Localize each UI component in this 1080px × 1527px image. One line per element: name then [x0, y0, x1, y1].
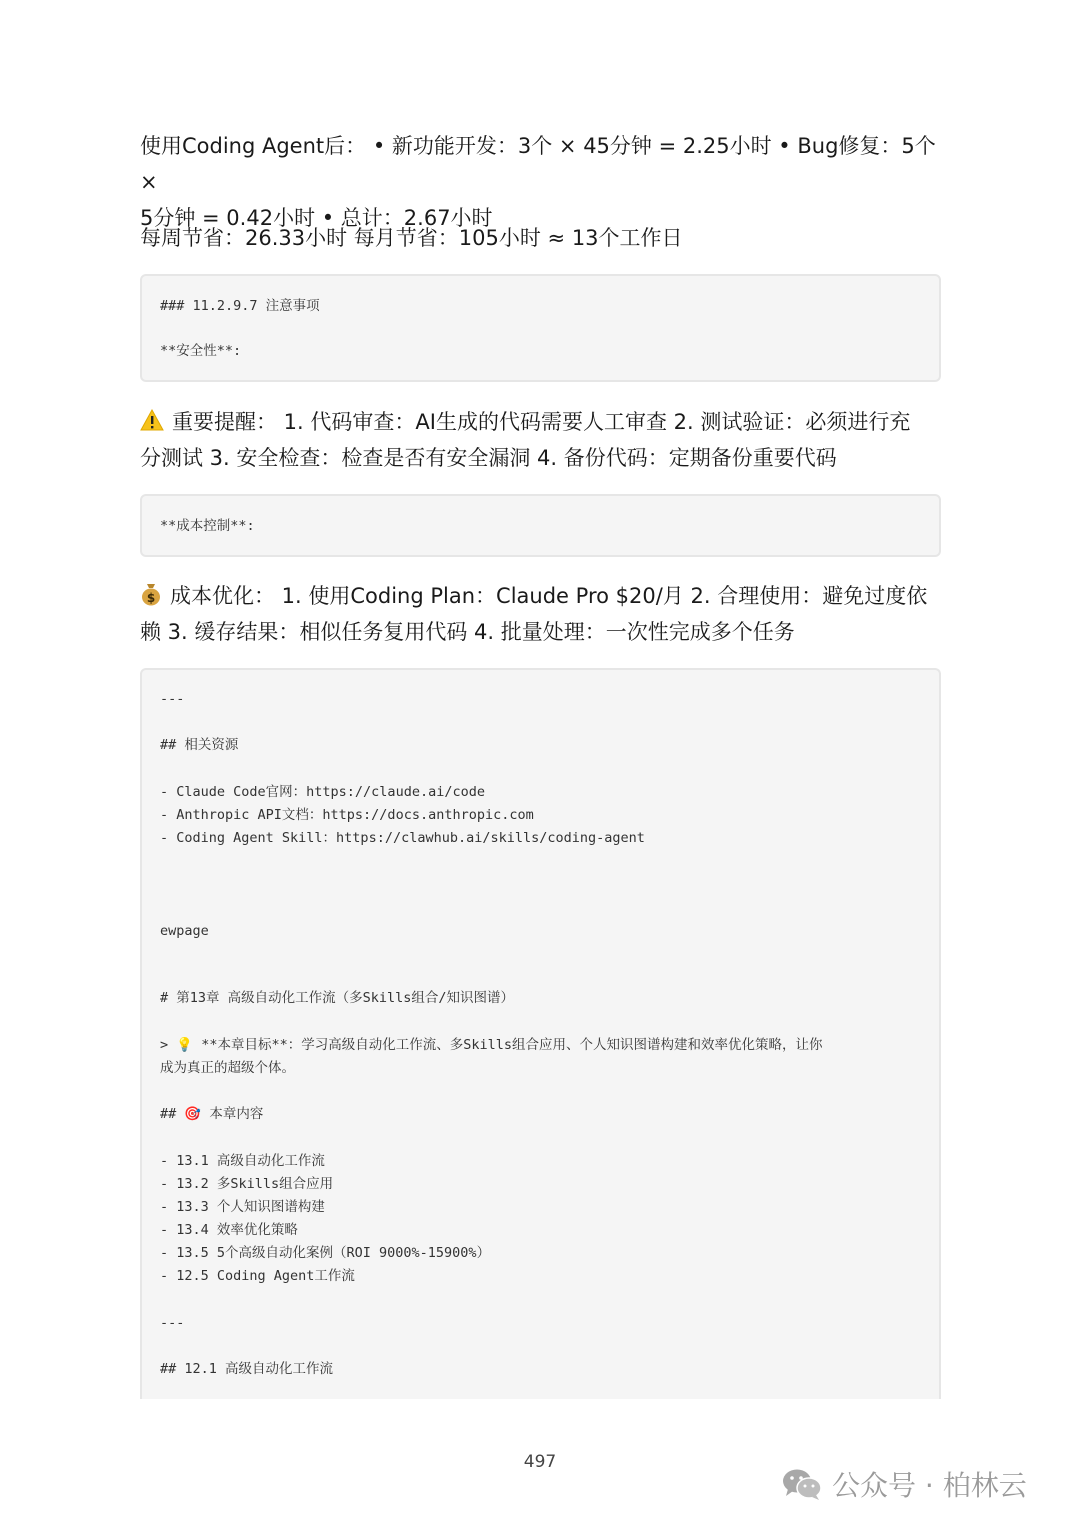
code-line: --- — [160, 691, 185, 707]
paragraph-line: 重要提醒： 1. 代码审查：AI生成的代码需要人工审查 2. 测试验证：必须进行充 — [172, 410, 911, 434]
code-block-notes — [140, 274, 941, 382]
code-line: - 13.3 个人知识图谱构建 — [160, 1199, 325, 1215]
code-line: --- — [160, 1315, 185, 1331]
code-line: ## 12.1 高级自动化工作流 — [160, 1361, 334, 1377]
code-block-resources — [140, 668, 941, 1399]
code-line: - 13.5 5个高级自动化案例（ROI 9000%-15900%） — [160, 1245, 491, 1261]
paragraph-line: 赖 3. 缓存结果：相似任务复用代码 4. 批量处理：一次性完成多个任务 — [140, 620, 795, 644]
code-line: > 💡 **本章目标**：学习高级自动化工作流、多Skills组合应用、个人知识图谱构建和效率优化策略，让你 — [160, 1037, 823, 1053]
code-line: # 第13章 高级自动化工作流（多Skills组合/知识图谱） — [160, 990, 515, 1006]
wechat-icon — [782, 1467, 822, 1501]
paragraph-line: 5分钟 = 0.42小时 • 总计：2.67小时 — [140, 206, 493, 230]
code-line: ## 🎯 本章内容 — [160, 1106, 264, 1122]
paragraph-line: 使用Coding Agent后： • 新功能开发：3个 × 45分钟 = 2.25小时 • Bug修复：5个 × — [140, 134, 936, 194]
code-line: - Claude Code官网：https://claude.ai/code — [160, 784, 485, 800]
code-line: - 13.4 效率优化策略 — [160, 1222, 298, 1238]
code-block-cost-control — [140, 494, 941, 557]
code-line: ### 11.2.9.7 注意事项 — [160, 298, 320, 314]
code-line: ## 相关资源 — [160, 737, 239, 753]
code-line: - 13.2 多Skills组合应用 — [160, 1176, 334, 1192]
paragraph-line: 分测试 3. 安全检查：检查是否有安全漏洞 4. 备份代码：定期备份重要代码 — [140, 446, 837, 470]
code-line: - Coding Agent Skill：https://clawhub.ai/skills/coding-agent — [160, 830, 645, 846]
warning-icon — [140, 406, 164, 428]
code-line: **安全性**: — [160, 343, 242, 359]
code-line: 成为真正的超级个体。 — [160, 1060, 295, 1076]
watermark — [782, 1464, 1027, 1504]
code-line: **成本控制**: — [160, 518, 255, 534]
code-line: ewpage — [160, 923, 209, 939]
paragraph-important-reminder — [140, 404, 941, 476]
watermark-text: 公众号 · 柏林云 — [832, 1469, 1027, 1502]
paragraph-line: 成本优化： 1. 使用Coding Plan：Claude Pro $20/月 2. 合理使用：避免过度依 — [170, 584, 928, 608]
code-line: - 12.5 Coding Agent工作流 — [160, 1268, 355, 1284]
paragraph-weekly-savings: 每周节省：26.33小时 每月节省：105小时 ≈ 13个工作日 — [140, 226, 683, 250]
page-number: 497 — [523, 1452, 557, 1472]
svg-text:$: $ — [146, 591, 156, 605]
code-line: - Anthropic API文档：https://docs.anthropic.com — [160, 807, 534, 823]
code-line: - 13.1 高级自动化工作流 — [160, 1153, 325, 1169]
paragraph-cost-optimization — [140, 578, 941, 650]
money-bag-icon — [140, 581, 162, 605]
